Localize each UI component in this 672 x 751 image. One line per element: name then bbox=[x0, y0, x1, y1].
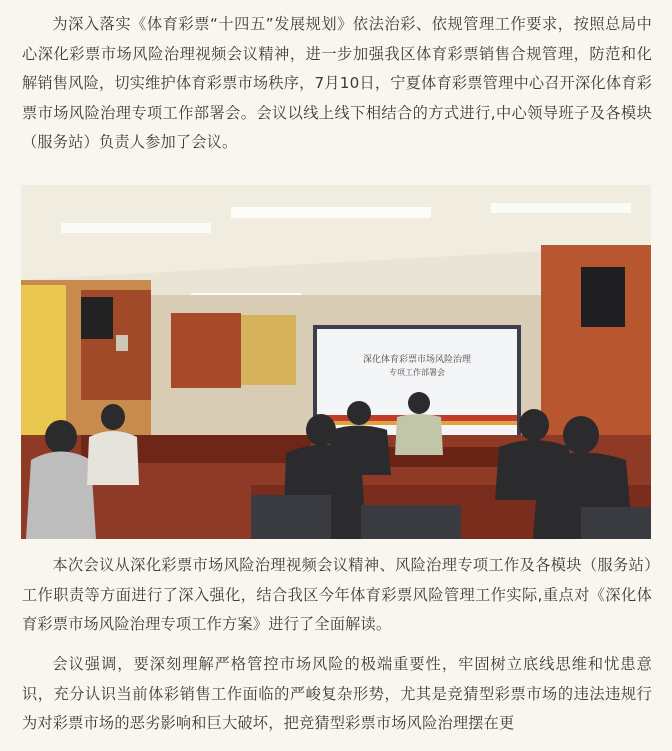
screen-title-line2: 专项工作部署会 bbox=[389, 368, 445, 377]
meeting-photo bbox=[21, 185, 651, 539]
body-paragraph-1: 本次会议从深化彩票市场风险治理视频会议精神、风险治理专项工作及各模块（服务站）工作职责等方面进行了深入强化，结合我区今年体育彩票风险管理工作实际,重点对《深化体育彩票市场风险治理专项工作方案》进行了全面解读。 bbox=[22, 556, 652, 633]
screen-title-line1: 深化体育彩票市场风险治理 bbox=[362, 355, 472, 365]
intro-paragraph: 为深入落实《体育彩票“十四五”发展规划》依法治彩、依规管理工作要求，按照总局中心深化彩票市场风险治理视频会议精神，进一步加强我区体育彩票销售合规管理，防范和化解销售风险，切实维护体育彩票市场秩序，7月10日，宁夏体育彩票管理中心召开深化体育彩票市场风险治理专项工作部署会。会议以线上线下相结合的方式进行,中心领导班子及各模块（服务站）负责人参加了会议。 bbox=[22, 15, 652, 151]
body-paragraph-2: 会议强调，要深刻理解严格管控市场风险的极端重要性，牢固树立底线思维和忧患意识，充分认识当前体彩销售工作面临的严峻复杂形势，尤其是竞猜型彩票市场的违法违规行为对彩票市场的恶劣影响和巨大破坏，把竞猜型彩票市场风险治理摆在更 bbox=[22, 655, 652, 732]
